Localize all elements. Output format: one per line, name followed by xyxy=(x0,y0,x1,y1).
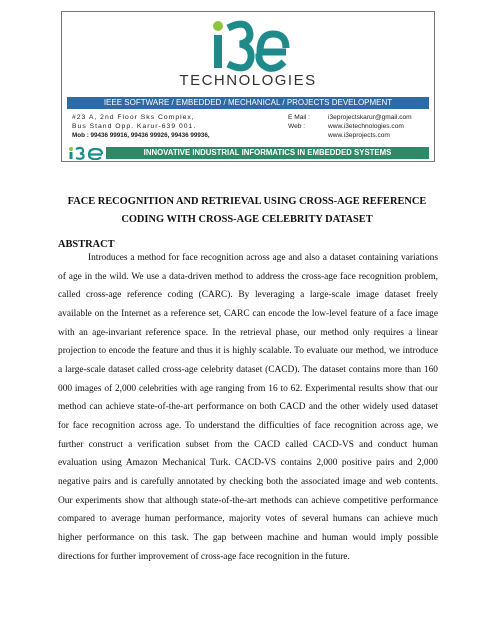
email-value[interactable]: i3eprojectskarur@gmail.com xyxy=(328,114,412,121)
web-value-2[interactable]: www.i3eprojects.com xyxy=(328,132,390,139)
contact-block xyxy=(288,113,433,140)
abstract-body: Introduces a method for face recognition across age and also a dataset containing variations of age in the wild. We use a data-driven method to address the cross-age face recognition problem, called cross-age reference coding (CARC). By leveraging a large-scale image dataset freely available on the Internet as a reference set, CARC can encode the low-level feature of a face image with an age-invariant reference space. In the retrieval phase, our method only requires a linear projection to encode the feature and thus it is highly scalable. To evaluate our method, we introduce a large-scale dataset called cross-age celebrity dataset (CACD). The dataset contains more than 160 000 images of 2,000 celebrities with age ranging from 16 to 62. Experimental results show that our method can achieve state-of-the-art performance on both CACD and the other widely used dataset for face recognition across age. To understand the difficulties of face recognition across age, we further construct a verification subset from the CACD called CACD-VS and conduct human evaluation using Amazon Mechanical Turk. CACD-VS contains 2,000 positive pairs and 2,000 negative pairs and is carefully annotated by checking both the associated image and web contents. Our experiments show that although state-of-the-art methods can achieve competitive performance compared to average human performance, majority votes of several humans can achieve much higher performance on this task. The gap between machine and human would imply possible directions for further improvement of cross-age face recognition in the future. xyxy=(58,253,438,562)
email-label: E Mail : xyxy=(288,114,310,121)
title-line-2: CODING WITH CROSS-AGE CELEBRITY DATASET xyxy=(121,214,373,225)
document-title xyxy=(55,193,439,229)
title-line-1: FACE RECOGNITION AND RETRIEVAL USING CROSS-AGE REFERENCE xyxy=(67,196,427,207)
web-row-2 xyxy=(288,131,433,140)
i3e-logo xyxy=(62,18,434,96)
tagline-band: INNOVATIVE INDUSTRIAL INFORMATICS IN EMBEDDED SYSTEMS xyxy=(106,147,429,159)
services-band: IEEE SOFTWARE / EMBEDDED / MECHANICAL / PROJECTS DEVELOPMENT xyxy=(67,97,429,109)
web-spacer xyxy=(288,131,328,140)
mobile-numbers: Mob : 99436 99916, 99436 99926, 99436 99936, xyxy=(72,132,210,139)
web-row xyxy=(288,122,433,131)
abstract-heading: ABSTRACT xyxy=(58,239,115,250)
i3e-small-logo-icon xyxy=(68,146,104,160)
letterhead xyxy=(61,11,435,162)
address-line-1: #23 A, 2nd Floor Sks Complex, xyxy=(72,114,195,121)
address-line-2: Bus Stand Opp. Karur-639 001. xyxy=(72,123,197,130)
i3e-logo-icon xyxy=(210,18,290,72)
logo-wordmark: TECHNOLOGIES xyxy=(179,72,317,89)
address-block xyxy=(72,113,252,140)
email-row xyxy=(288,113,433,122)
web-label: Web : xyxy=(288,123,306,130)
web-value-1[interactable]: www.i3etechnologies.com xyxy=(328,123,404,130)
